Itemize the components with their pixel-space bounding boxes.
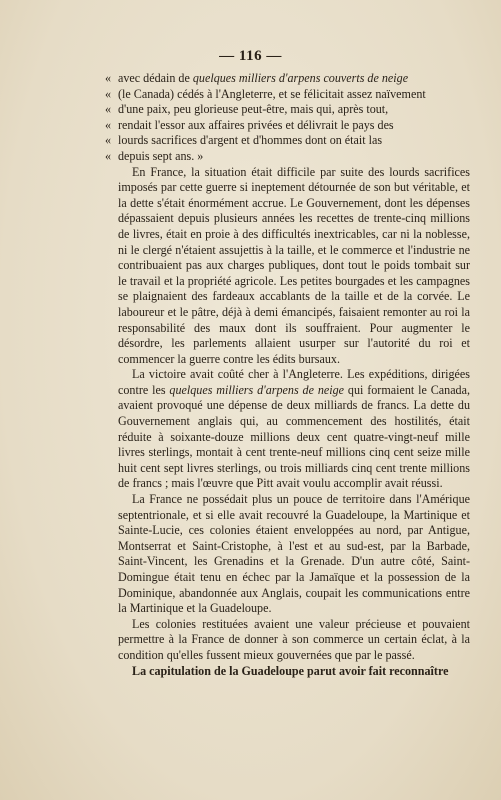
quote-line: « d'une paix, peu glorieuse peut-être, mais qui, après tout, — [118, 102, 470, 118]
body-text — [118, 71, 470, 679]
quotation — [118, 71, 470, 165]
quote-line: « depuis sept ans. » — [118, 149, 470, 165]
paragraph: La France ne possédait plus un pouce de territoire dans l'Amérique septentrionale, et si elle avait recouvré la Guadeloupe, la Martinique et Sainte-Lucie, ces colonies étaient enveloppées au nord, par Antigue, Montserrat et Saint-Cristophe, à l'est et au sud-est, par la Barbade, Saint-Vincent, les Grenadins et la Grenade. D'un autre côté, Saint-Domingue était tenu en échec par la Jamaïque et la possession de la Dominique, abandonnée aux Anglais, coupait les communications entre la Martinique et la Guadeloupe. — [118, 492, 470, 616]
quote-line: « lourds sacrifices d'argent et d'hommes dont on était las — [118, 133, 470, 149]
quote-line: « rendait l'essor aux affaires privées et délivrait le pays des — [118, 118, 470, 134]
paragraph: La capitulation de la Guadeloupe parut avoir fait reconnaître — [132, 663, 449, 678]
paragraph: Les colonies restituées avaient une valeur précieuse et pouvaient permettre à la France de donner à son commerce un certain éclat, à la condition qu'elles fussent mieux gouvernées que par le passé. — [118, 616, 470, 662]
paragraph: La victoire avait coûté cher à l'Angleterre. Les expéditions, dirigées contre les quelques milliers d'arpens de neige qui formaient le Canada, avaient provoqué une dépense de deux milliards de francs. La dette du Gouvernement anglais qui, au commencement des hostilités, était réduite à soixante-douze millions deux cent quatre-vingt-neuf mille livres sterlings, montait à cent trente-neuf millions cinq cent seize mille huit cent sept livres sterlings, ou trois milliards cinq cent trente millions de francs ; mais l'œuvre que Pitt avait voulu accomplir avait réussi. — [118, 367, 470, 491]
quote-line: « avec dédain de quelques milliers d'arpens couverts de neige — [118, 71, 470, 87]
paragraph: En France, la situation était difficile par suite des lourds sacrifices imposés par cette guerre si ineptement détournée de son but véritable, et la dette s'était énormément accrue. Le Gouvernement, dont les dépenses dépassaient depuis plusieurs années les recettes de trente-cinq millions de livres, était en proie à des difficultés inextricables, car ni la noblesse, ni le clergé n'étaient assujettis à la taille, et le commerce et l'industrie ne contribuaient pas aux charges publiques, dont tout le poids tombait sur le travail et la propriété agricole. Les petites bourgades et les campagnes se plaignaient des fardeaux accablants de la taille et de la corvée. Le laboureur et le pâtre, déjà à demi émancipés, faisaient remonter au roi la responsabilité des maux dont ils souffraient. Pour augmenter le désordre, les parlements allaient usurper sur l'autorité du roi et commencer la guerre contre les édits bursaux. — [118, 164, 470, 366]
page-number: — 116 — — [219, 48, 282, 64]
quote-line: « (le Canada) cédés à l'Angleterre, et se félicitait assez naïvement — [118, 87, 470, 103]
